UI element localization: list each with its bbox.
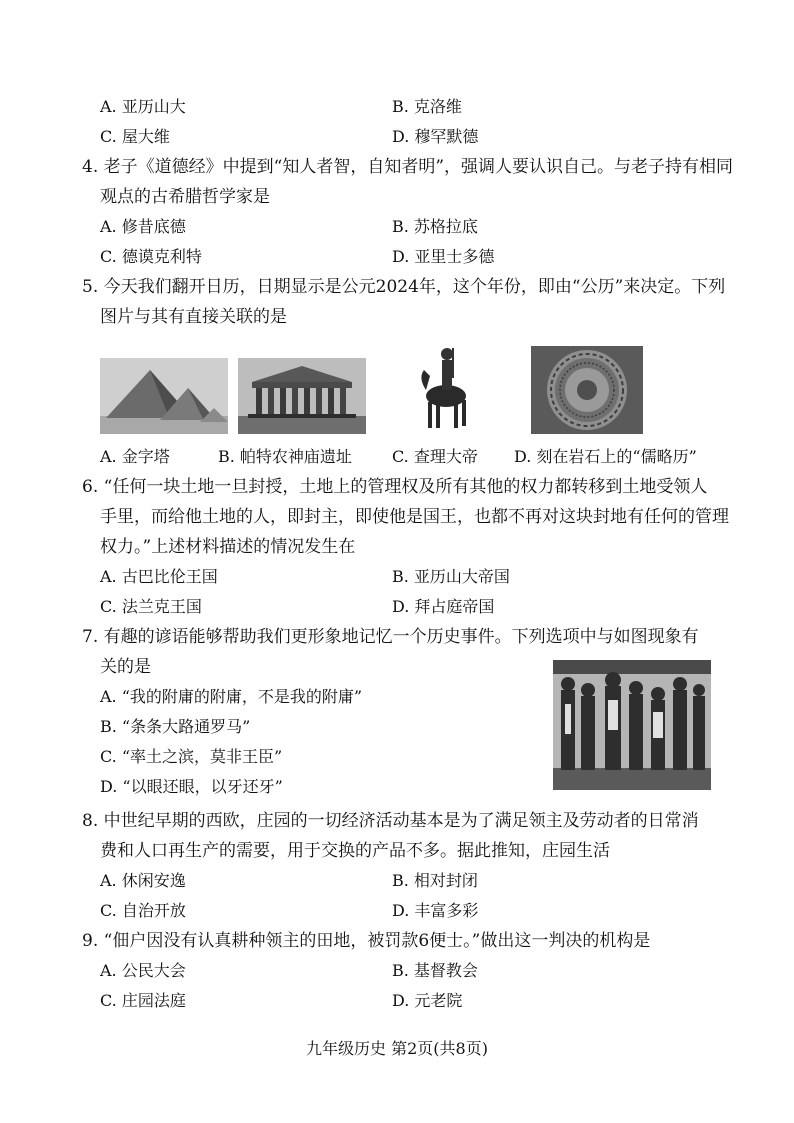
medieval-homage-image <box>553 660 711 790</box>
q3-option-b: B. 克洛维 <box>392 97 462 116</box>
q7-option-a: A. “我的附庸的附庸，不是我的附庸” <box>100 687 363 706</box>
q3-option-c: C. 屋大维 <box>100 127 170 146</box>
q8-option-b: B. 相对封闭 <box>392 871 478 890</box>
q5-stem-line2: 图片与其有直接关联的是 <box>100 307 287 327</box>
pyramids-image <box>100 358 228 434</box>
q7-option-d: D. “以眼还眼，以牙还牙” <box>100 777 283 796</box>
q7-stem-line1: 7. 有趣的谚语能够帮助我们更形象地记忆一个历史事件。下列选项中与如图现象有 <box>82 627 699 647</box>
q8-option-d: D. 丰富多彩 <box>392 901 479 920</box>
q9-stem-line1: 9. “佃户因没有认真耕种领主的田地，被罚款6便士。”做出这一判决的机构是 <box>82 931 651 951</box>
q4-stem-line2: 观点的古希腊哲学家是 <box>100 187 270 207</box>
q5-option-c: C. 查理大帝 <box>392 447 478 466</box>
q6-stem-line1: 6. “任何一块土地一旦封授，土地上的管理权及所有其他的权力都转移到土地受领人 <box>82 477 708 497</box>
q6-stem-line2: 手里，而给他土地的人，即封主，即使他是国王，也都不再对这块封地有任何的管理 <box>100 507 729 527</box>
q3-option-a: A. 亚历山大 <box>100 97 186 116</box>
q8-stem-line2: 费和人口再生产的需要，用于交换的产品不多。据此推知，庄园生活 <box>100 841 610 861</box>
q7-stem-line2: 关的是 <box>100 657 151 677</box>
q7-option-c: C. “率土之滨，莫非王臣” <box>100 747 283 766</box>
q4-option-a: A. 修昔底德 <box>100 217 186 236</box>
q9-option-a: A. 公民大会 <box>100 961 186 980</box>
q6-option-c: C. 法兰克王国 <box>100 597 202 616</box>
q3-option-d: D. 穆罕默德 <box>392 127 479 146</box>
q5-stem-line1: 5. 今天我们翻开日历，日期显示是公元2024年，这个年份，即由“公历”来决定。下列 <box>82 277 726 297</box>
q5-option-a: A. 金字塔 <box>100 447 170 466</box>
q6-option-d: D. 拜占庭帝国 <box>392 597 495 616</box>
q4-option-b: B. 苏格拉底 <box>392 217 478 236</box>
q4-option-d: D. 亚里士多德 <box>392 247 495 266</box>
page-footer: 九年级历史 第2页(共8页) <box>306 1039 488 1058</box>
q8-option-c: C. 自治开放 <box>100 901 186 920</box>
parthenon-image <box>238 358 366 434</box>
q4-option-c: C. 德谟克利特 <box>100 247 202 266</box>
q6-option-a: A. 古巴比伦王国 <box>100 567 218 586</box>
q7-option-b: B. “条条大路通罗马” <box>100 717 251 736</box>
q9-option-c: C. 庄园法庭 <box>100 991 186 1010</box>
julian-calendar-stone-image <box>531 346 643 434</box>
q6-stem-line3: 权力。”上述材料描述的情况发生在 <box>100 537 356 557</box>
q6-option-b: B. 亚历山大帝国 <box>392 567 510 586</box>
q9-option-b: B. 基督教会 <box>392 961 478 980</box>
q8-option-a: A. 休闲安逸 <box>100 871 186 890</box>
q5-option-d: D. 刻在岩石上的“儒略历” <box>514 447 697 466</box>
q9-option-d: D. 元老院 <box>392 991 463 1010</box>
charlemagne-statue-image <box>412 340 476 434</box>
q4-stem-line1: 4. 老子《道德经》中提到“知人者智，自知者明”，强调人要认识自己。与老子持有相同 <box>82 157 734 177</box>
q8-stem-line1: 8. 中世纪早期的西欧，庄园的一切经济活动基本是为了满足领主及劳动者的日常消 <box>82 811 699 831</box>
q5-option-b: B. 帕特农神庙遗址 <box>218 447 352 466</box>
